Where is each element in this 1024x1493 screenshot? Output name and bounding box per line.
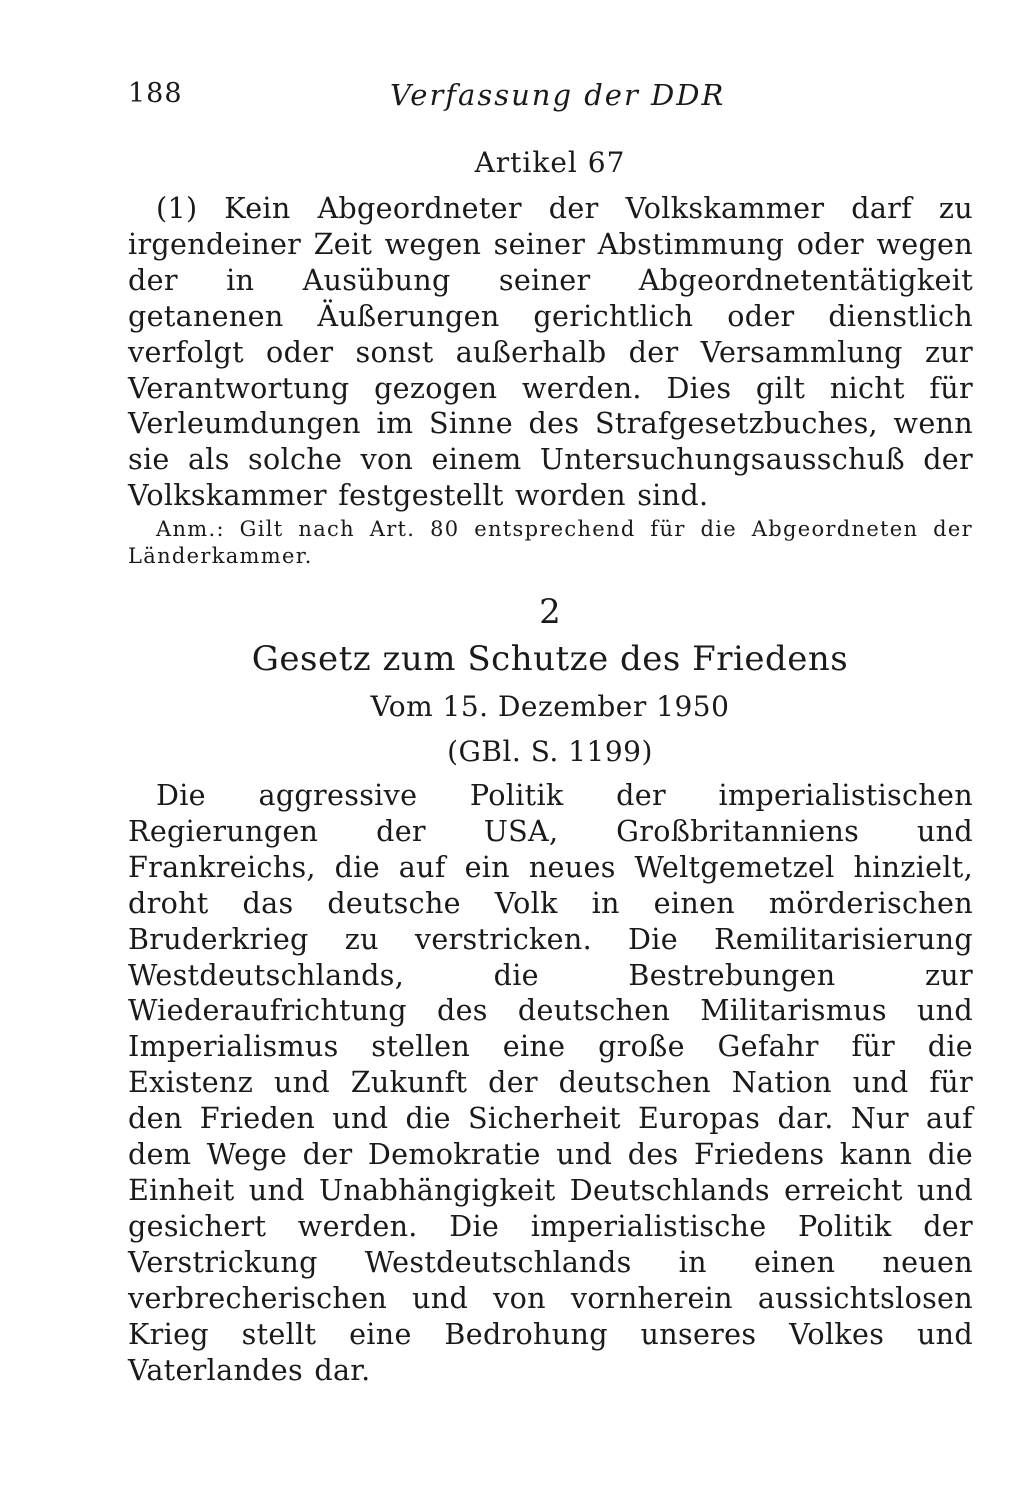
running-title: Verfassung der DDR [390,78,726,112]
law-preamble-paragraph: Die aggressive Politik der imperialistischen Regierungen der USA, Großbritanniens und Frankreichs, die auf ein neues Weltgemetzel hinzielt, droht das deutsche Volk in einen mörderischen Bruderkrieg zu verstricken. Die Remilitarisierung Westdeutschlands, die Bestrebungen zur Wiederaufrichtung des deutschen Militarismus und Imperialismus stellen eine große Gefahr für die Existenz und Zukunft der deutschen Nation und für den Frieden und die Sicherheit Europas dar. Nur auf dem Wege der Demokratie und des Friedens kann die Einheit und Unabhängigkeit Deutschlands erreicht und gesichert werden. Die imperialistische Politik der Verstrickung Westdeutschlands in einen neuen verbrecherischen und von vornherein aussichtslosen Krieg stellt eine Bedrohung unseres Volkes und Vaterlandes dar. [128,778,973,1387]
article-note: Anm.: Gilt nach Art. 80 entsprechend für die Abgeordneten der Länderkammer. [128,517,973,568]
law-date: Vom 15. Dezember 1950 [370,690,730,723]
article-title: Artikel 67 [474,146,626,179]
article-paragraph: (1) Kein Abgeordneter der Volkskammer darf zu irgendeiner Zeit wegen seiner Abstimmung oder wegen der in Ausübung seiner Abgeordnetentätigkeit getanenen Äußerungen gerichtlich oder dienstlich verfolgt oder sonst außerhalb der Versammlung zur Verantwortung gezogen werden. Dies gilt nicht für Verleumdungen im Sinne des Strafgesetzbuches, wenn sie als solche von einem Untersuchungsausschuß der Volkskammer festgestellt worden sind. [128,191,973,513]
page-number: 188 [128,78,183,109]
law-source: (GBl. S. 1199) [447,735,653,768]
running-header [128,78,970,122]
law-title: Gesetz zum Schutze des Friedens [251,639,849,679]
section-number: 2 [539,592,561,632]
